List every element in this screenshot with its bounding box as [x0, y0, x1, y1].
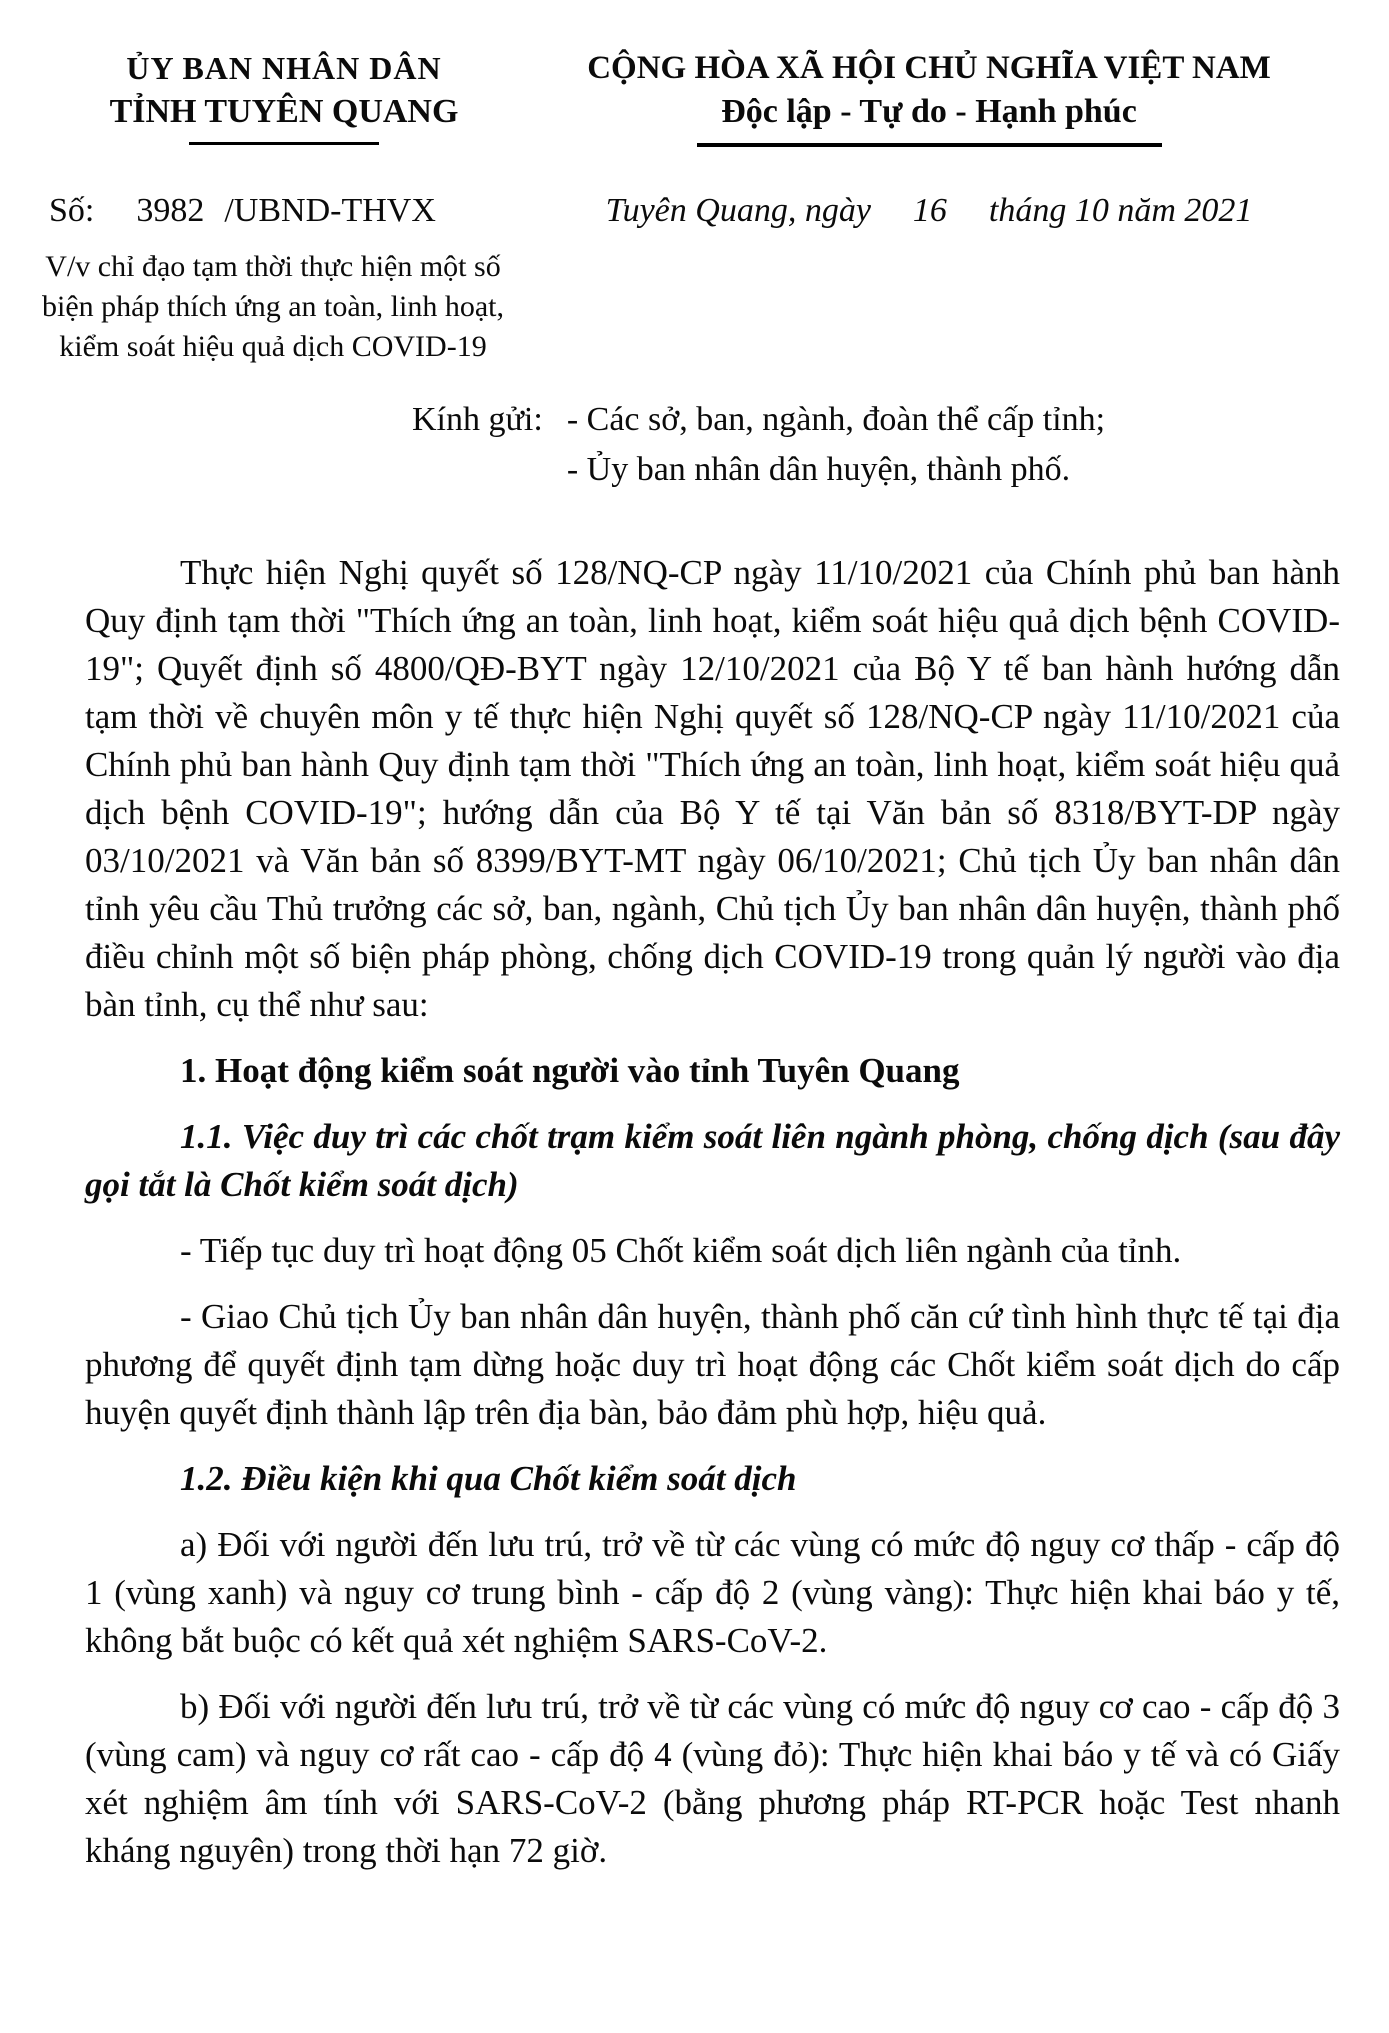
dateline-place: Tuyên Quang, ngày: [605, 192, 871, 229]
salutation-label: Kính gửi:: [412, 401, 543, 438]
number-date-row: [49, 189, 1340, 233]
motto-underline: [697, 143, 1162, 147]
issuer-underline: [189, 142, 379, 145]
issuer-name-line2: TỈNH TUYÊN QUANG: [109, 93, 459, 130]
section-heading-1: 1. Hoạt động kiểm soát người vào tỉnh Tuyên Quang: [180, 1051, 960, 1090]
issuer-name-line1: ỦY BAN NHÂN DÂN: [126, 50, 442, 86]
doc-number-label: Số:: [49, 192, 95, 229]
recipient-line: - Ủy ban nhân dân huyện, thành phố.: [566, 451, 1071, 488]
dateline-day: 16: [912, 192, 947, 229]
issuer-block: [49, 46, 519, 145]
doc-number: [49, 189, 519, 233]
document-body: [49, 549, 1340, 1875]
body-paragraph-a: a) Đối với người đến lưu trú, trở về từ các vùng có mức độ nguy cơ thấp - cấp độ 1 (vùng xanh) và nguy cơ trung bình - cấp độ 2 (vùng vàng): Thực hiện khai báo y tế, không bắt buộc có kết quả xét nghiệm SARS-CoV-2.: [85, 1525, 1340, 1660]
doc-number-value: 3982: [136, 192, 205, 229]
national-motto-block: [519, 46, 1339, 147]
subsection-heading-1-1: 1.1. Việc duy trì các chốt trạm kiểm soát liên ngành phòng, chống dịch (sau đây gọi tắt là Chốt kiểm soát dịch): [85, 1117, 1340, 1204]
body-paragraph-intro: Thực hiện Nghị quyết số 128/NQ-CP ngày 11/10/2021 của Chính phủ ban hành Quy định tạm thời "Thích ứng an toàn, linh hoạt, kiểm soát hiệu quả dịch bệnh COVID-19"; Quyết định số 4800/QĐ-BYT ngày 12/10/2021 của Bộ Y tế ban hành hướng dẫn tạm thời về chuyên môn y tế thực hiện Nghị quyết số 128/NQ-CP ngày 11/10/2021 của Chính phủ ban hành Quy định tạm thời "Thích ứng an toàn, linh hoạt, kiểm soát hiệu quả dịch bệnh COVID-19"; hướng dẫn của Bộ Y tế tại Văn bản số 8318/BYT-DP ngày 03/10/2021 và Văn bản số 8399/BYT-MT ngày 06/10/2021; Chủ tịch Ủy ban nhân dân tỉnh yêu cầu Thủ trưởng các sở, ban, ngành, Chủ tịch Ủy ban nhân dân huyện, thành phố điều chỉnh một số biện pháp phòng, chống dịch COVID-19 trong quản lý người vào địa bàn tỉnh, cụ thể như sau:: [85, 553, 1340, 1024]
body-paragraph-b: b) Đối với người đến lưu trú, trở về từ các vùng có mức độ nguy cơ cao - cấp độ 3 (vùng cam) và nguy cơ rất cao - cấp độ 4 (vùng đỏ): Thực hiện khai báo y tế và có Giấy xét nghiệm âm tính với SARS-CoV-2 (bằng phương pháp RT-PCR hoặc Test nhanh kháng nguyên) trong thời hạn 72 giờ.: [85, 1687, 1340, 1870]
dateline: [519, 189, 1339, 233]
national-title: CỘNG HÒA XÃ HỘI CHỦ NGHĨA VIỆT NAM: [587, 50, 1271, 86]
salutation: [412, 395, 1340, 495]
body-paragraph-maintain: - Tiếp tục duy trì hoạt động 05 Chốt kiểm soát dịch liên ngành của tỉnh.: [180, 1231, 1182, 1270]
dateline-month-year: tháng 10 năm 2021: [988, 192, 1253, 229]
subsection-heading-1-2: 1.2. Điều kiện khi qua Chốt kiểm soát dịch: [180, 1459, 797, 1498]
national-motto: Độc lập - Tự do - Hạnh phúc: [721, 93, 1137, 130]
recipient-line: - Các sở, ban, ngành, đoàn thể cấp tỉnh;: [566, 401, 1106, 438]
doc-number-symbol: /UBND-THVX: [224, 192, 436, 229]
subject-line: V/v chỉ đạo tạm thời thực hiện một số biện pháp thích ứng an toàn, linh hoạt, kiểm soát hiệu quả dịch COVID-19: [42, 250, 504, 363]
recipient-list: [567, 395, 1105, 495]
body-paragraph-assign: - Giao Chủ tịch Ủy ban nhân dân huyện, thành phố căn cứ tình hình thực tế tại địa phương để quyết định tạm dừng hoặc duy trì hoạt động các Chốt kiểm soát dịch do cấp huyện quyết định thành lập trên địa bàn, bảo đảm phù hợp, hiệu quả.: [85, 1297, 1340, 1432]
document-header: [49, 46, 1340, 147]
